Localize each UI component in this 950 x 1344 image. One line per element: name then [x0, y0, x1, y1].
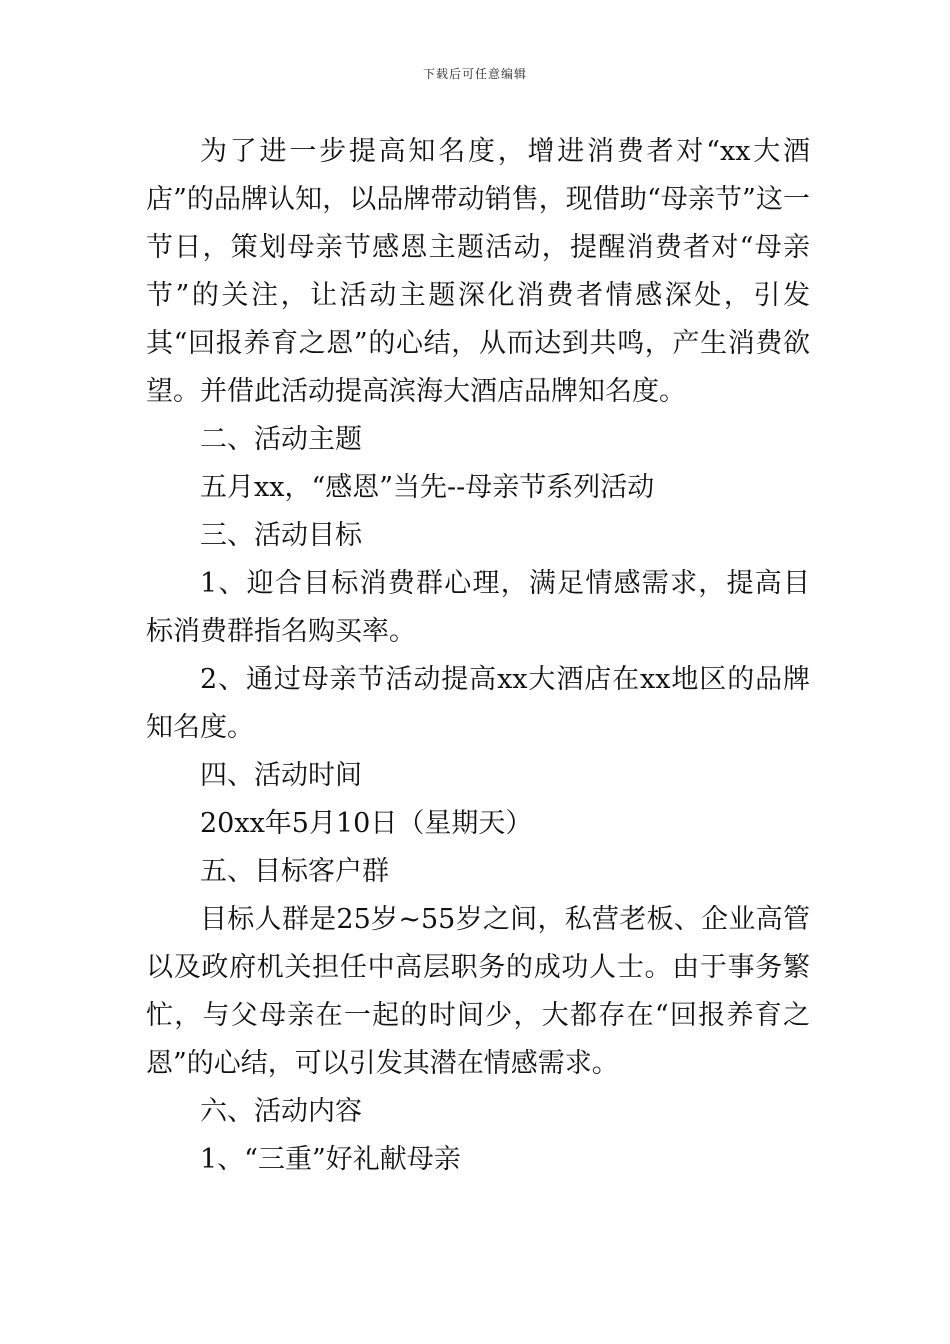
heading-activity-theme: 二、活动主题 — [200, 424, 362, 455]
heading-target-customers: 五、目标客户群 — [200, 856, 389, 887]
paragraph-target-customers: 目标人群是25岁~55岁之间，私营老板、企业高管以及政府机关担任中高层职务的成功人士。由于事务繁忙，与父母亲在一起的时间少，大都存在“回报养育之恩”的心结，可以引发其潜在情感需求。 — [146, 904, 810, 1079]
heading-activity-content: 六、活动内容 — [200, 1096, 362, 1127]
paragraph-content-1: 1、“三重”好礼献母亲 — [200, 1144, 461, 1175]
paragraph-goal-1: 1、迎合目标消费群心理，满足情感需求，提高目标消费群指名购买率。 — [146, 568, 810, 647]
heading-activity-time: 四、活动时间 — [200, 760, 362, 791]
document-body — [146, 128, 810, 1184]
paragraph-goal-2: 2、通过母亲节活动提高xx大酒店在xx地区的品牌知名度。 — [146, 664, 810, 743]
paragraph-intro: 为了进一步提高知名度，增进消费者对“xx大酒店”的品牌认知，以品牌带动销售，现借助“母亲节”这一节日，策划母亲节感恩主题活动，提醒消费者对“母亲节”的关注，让活动主题深化消费者情感深处，引发其“回报养育之恩”的心结，从而达到共鸣，产生消费欲望。并借此活动提高滨海大酒店品牌知名度。 — [146, 136, 810, 407]
heading-activity-goals: 三、活动目标 — [200, 520, 362, 551]
paragraph-activity-theme: 五月xx，“感恩”当先--母亲节系列活动 — [200, 472, 655, 503]
paragraph-activity-time: 20xx年5月10日（星期天） — [200, 808, 533, 839]
page-header: 下载后可任意编辑 — [422, 67, 527, 81]
